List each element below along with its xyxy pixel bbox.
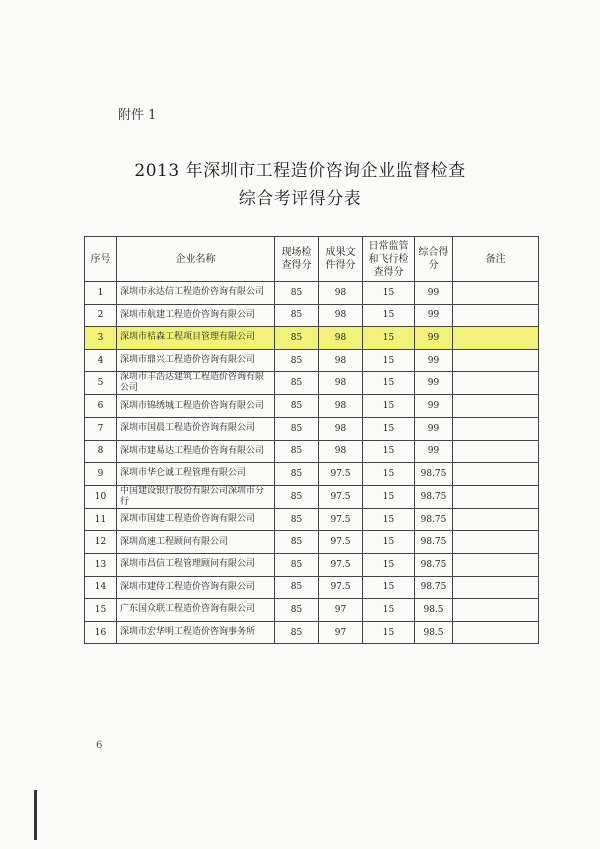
cell-onsite: 85 — [275, 508, 319, 531]
cell-total: 98.75 — [415, 576, 453, 599]
table-row — [85, 327, 539, 350]
page-number: 6 — [96, 740, 103, 751]
cell-onsite: 85 — [275, 395, 319, 418]
score-table — [84, 236, 539, 644]
cell-remarks — [453, 576, 539, 599]
table-row — [85, 417, 539, 440]
attachment-label: 附件 1 — [118, 108, 157, 123]
table-row — [85, 599, 539, 622]
cell-routine: 15 — [363, 531, 415, 554]
cell-total: 98.75 — [415, 463, 453, 486]
cell-total: 98.75 — [415, 508, 453, 531]
cell-total: 98.75 — [415, 531, 453, 554]
cell-docs: 98 — [319, 349, 363, 372]
cell-no: 8 — [85, 440, 117, 463]
cell-total: 98.75 — [415, 485, 453, 508]
table-row — [85, 440, 539, 463]
cell-no: 2 — [85, 304, 117, 327]
table-row — [85, 282, 539, 305]
cell-no: 10 — [85, 485, 117, 508]
cell-company: 深圳市建易达工程造价咨询有限公司 — [117, 440, 275, 463]
cell-total: 98.5 — [415, 599, 453, 622]
cell-docs: 98 — [319, 372, 363, 395]
table-row — [85, 395, 539, 418]
cell-onsite: 85 — [275, 576, 319, 599]
page-subtitle: 综合考评得分表 — [238, 189, 362, 209]
cell-remarks — [453, 463, 539, 486]
cell-routine: 15 — [363, 599, 415, 622]
cell-total: 98.5 — [415, 621, 453, 644]
cell-no: 7 — [85, 417, 117, 440]
cell-docs: 98 — [319, 395, 363, 418]
cell-docs: 98 — [319, 440, 363, 463]
binder-mark — [34, 790, 37, 840]
cell-docs: 98 — [319, 282, 363, 305]
cell-no: 16 — [85, 621, 117, 644]
cell-company: 深圳高速工程顾问有限公司 — [117, 531, 275, 554]
cell-no: 9 — [85, 463, 117, 486]
cell-no: 3 — [85, 327, 117, 350]
cell-routine: 15 — [363, 327, 415, 350]
table-row — [85, 349, 539, 372]
table-row — [85, 553, 539, 576]
cell-no: 1 — [85, 282, 117, 305]
cell-company: 中国建设银行股份有限公司深圳市分行 — [117, 485, 275, 508]
header-routine: 日常监管和飞行检查得分 — [363, 237, 415, 282]
table-row — [85, 576, 539, 599]
cell-docs: 97.5 — [319, 463, 363, 486]
cell-total: 99 — [415, 372, 453, 395]
table-row — [85, 531, 539, 554]
cell-no: 13 — [85, 553, 117, 576]
table-row — [85, 372, 539, 395]
cell-total: 99 — [415, 349, 453, 372]
cell-docs: 97 — [319, 599, 363, 622]
cell-routine: 15 — [363, 395, 415, 418]
cell-onsite: 85 — [275, 463, 319, 486]
cell-no: 15 — [85, 599, 117, 622]
cell-company: 深圳市国晨工程造价咨询有限公司 — [117, 417, 275, 440]
cell-docs: 97.5 — [319, 553, 363, 576]
cell-company: 深圳市桔森工程项目管理有限公司 — [117, 327, 275, 350]
cell-docs: 97.5 — [319, 485, 363, 508]
cell-total: 99 — [415, 417, 453, 440]
cell-remarks — [453, 553, 539, 576]
cell-routine: 15 — [363, 576, 415, 599]
cell-onsite: 85 — [275, 282, 319, 305]
header-total: 综合得分 — [415, 237, 453, 282]
cell-onsite: 85 — [275, 485, 319, 508]
cell-docs: 97.5 — [319, 576, 363, 599]
cell-remarks — [453, 349, 539, 372]
cell-onsite: 85 — [275, 621, 319, 644]
header-docs: 成果文件得分 — [319, 237, 363, 282]
header-remarks: 备注 — [453, 237, 539, 282]
cell-onsite: 85 — [275, 372, 319, 395]
cell-no: 11 — [85, 508, 117, 531]
cell-total: 99 — [415, 304, 453, 327]
table-row — [85, 463, 539, 486]
cell-remarks — [453, 531, 539, 554]
cell-onsite: 85 — [275, 417, 319, 440]
cell-routine: 15 — [363, 508, 415, 531]
cell-remarks — [453, 440, 539, 463]
cell-remarks — [453, 417, 539, 440]
cell-company: 深圳市丰浩达建筑工程造价咨询有限公司 — [117, 372, 275, 395]
cell-company: 深圳市华仑诚工程管理有限公司 — [117, 463, 275, 486]
cell-company: 深圳市昌信工程管理顾问有限公司 — [117, 553, 275, 576]
cell-docs: 97.5 — [319, 508, 363, 531]
cell-company: 深圳市航建工程造价咨询有限公司 — [117, 304, 275, 327]
cell-company: 深圳市国建工程造价咨询有限公司 — [117, 508, 275, 531]
cell-routine: 15 — [363, 485, 415, 508]
cell-onsite: 85 — [275, 599, 319, 622]
cell-remarks — [453, 372, 539, 395]
cell-remarks — [453, 508, 539, 531]
cell-company: 广东国众联工程造价咨询有限公司 — [117, 599, 275, 622]
cell-no: 12 — [85, 531, 117, 554]
header-onsite: 现场检查得分 — [275, 237, 319, 282]
cell-remarks — [453, 327, 539, 350]
cell-total: 99 — [415, 395, 453, 418]
cell-docs: 97 — [319, 621, 363, 644]
cell-company: 深圳市永达信工程造价咨询有限公司 — [117, 282, 275, 305]
cell-remarks — [453, 485, 539, 508]
cell-routine: 15 — [363, 463, 415, 486]
cell-remarks — [453, 621, 539, 644]
cell-remarks — [453, 599, 539, 622]
cell-docs: 98 — [319, 417, 363, 440]
table-row — [85, 621, 539, 644]
cell-routine: 15 — [363, 349, 415, 372]
table-row — [85, 508, 539, 531]
cell-onsite: 85 — [275, 349, 319, 372]
header-company: 企业名称 — [117, 237, 275, 282]
cell-total: 99 — [415, 327, 453, 350]
cell-no: 6 — [85, 395, 117, 418]
cell-docs: 97.5 — [319, 531, 363, 554]
table-header-row — [85, 237, 539, 282]
cell-onsite: 85 — [275, 304, 319, 327]
cell-onsite: 85 — [275, 327, 319, 350]
cell-docs: 98 — [319, 304, 363, 327]
cell-no: 5 — [85, 372, 117, 395]
page-title: 2013 年深圳市工程造价咨询企业监督检查 — [134, 161, 466, 181]
cell-total: 98.75 — [415, 553, 453, 576]
table-row — [85, 304, 539, 327]
cell-routine: 15 — [363, 417, 415, 440]
cell-onsite: 85 — [275, 553, 319, 576]
cell-total: 99 — [415, 282, 453, 305]
cell-onsite: 85 — [275, 531, 319, 554]
cell-total: 99 — [415, 440, 453, 463]
cell-no: 4 — [85, 349, 117, 372]
cell-company: 深圳市宏华明工程造价咨询事务所 — [117, 621, 275, 644]
header-no: 序号 — [85, 237, 117, 282]
cell-company: 深圳市鼎兴工程造价咨询有限公司 — [117, 349, 275, 372]
cell-routine: 15 — [363, 304, 415, 327]
cell-routine: 15 — [363, 372, 415, 395]
cell-remarks — [453, 282, 539, 305]
cell-routine: 15 — [363, 282, 415, 305]
cell-routine: 15 — [363, 621, 415, 644]
cell-docs: 98 — [319, 327, 363, 350]
cell-onsite: 85 — [275, 440, 319, 463]
cell-no: 14 — [85, 576, 117, 599]
cell-routine: 15 — [363, 440, 415, 463]
table-row — [85, 485, 539, 508]
cell-company: 深圳市锦绣城工程造价咨询有限公司 — [117, 395, 275, 418]
cell-remarks — [453, 304, 539, 327]
cell-company: 深圳市建侍工程造价咨询有限公司 — [117, 576, 275, 599]
cell-routine: 15 — [363, 553, 415, 576]
cell-remarks — [453, 395, 539, 418]
